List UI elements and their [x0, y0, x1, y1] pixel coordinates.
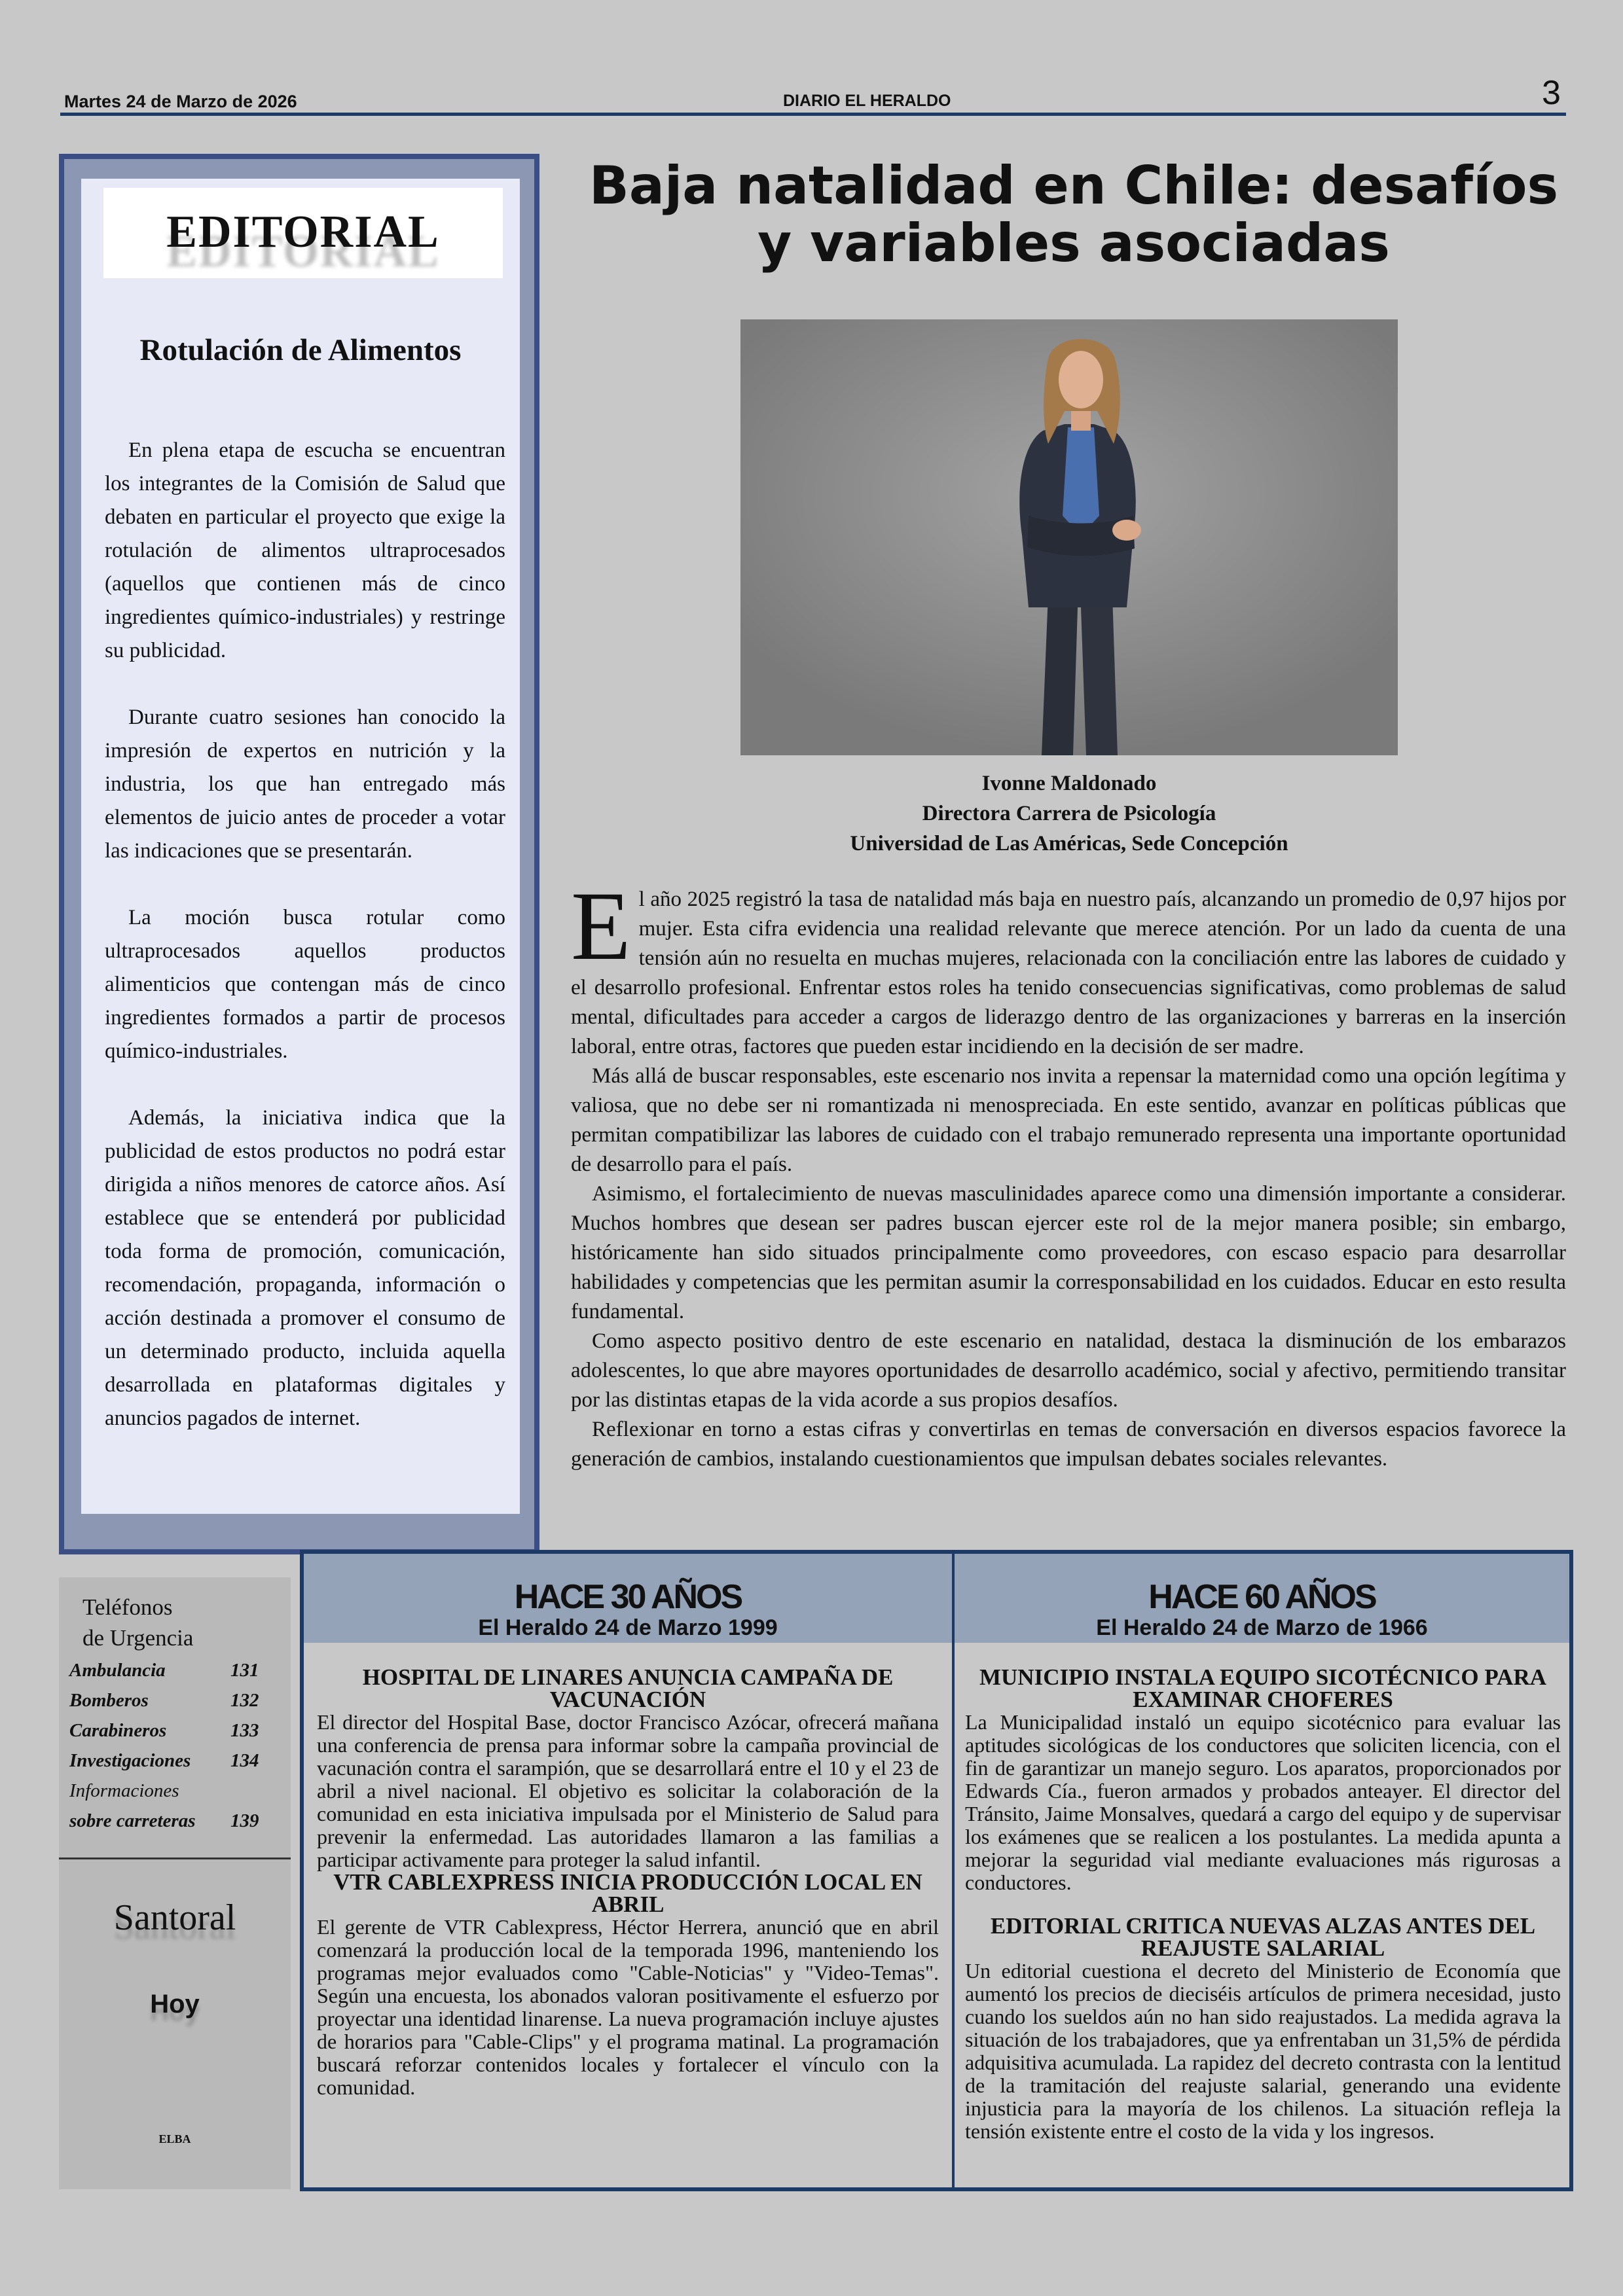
article-dropcap: E — [571, 872, 631, 980]
phone-row — [69, 1750, 285, 1780]
editorial-title: Rotulación de Alimentos — [139, 333, 462, 367]
phone-number: 132 — [230, 1690, 259, 1711]
headline-line-2: y variables asociadas — [757, 213, 1390, 274]
phone-name: Informaciones — [69, 1780, 179, 1801]
emergency-phones-title — [82, 1592, 193, 1653]
article-first-paragraph — [571, 872, 1566, 1062]
phone-name: Bomberos — [69, 1690, 149, 1711]
phone-name: Ambulancia — [69, 1660, 166, 1681]
history-stories — [317, 1666, 939, 2099]
article-paragraph: Como aspecto positivo dentro de este escenario en natalidad, destaca la disminución de los embarazos adolescentes, lo que abre mayores oportunidades de desarrollo académico, social y afectivo, permitiendo transitar por las distintas etapas de la vida acorde a sus propios desafíos. — [571, 1329, 1566, 1412]
article-headline — [563, 157, 1584, 272]
author-portrait-illustration — [740, 319, 1398, 755]
santoral-title: Santoral — [113, 1897, 236, 1938]
phone-row — [69, 1690, 285, 1720]
header-page-number: 3 — [1542, 74, 1561, 112]
history-heading: HACE 60 AÑOS — [1148, 1578, 1376, 1616]
editorial-paragraph: Además, la iniciativa indica que la publicidad de estos productos no podrá estar dirigida a niños menores de catorce años. Así establece que se entenderá por publicidad toda forma de promoción, comunicación, recomendación, propaganda, información o acción destinada a promover el consumo de un determinado producto, incluida aquella desarrollada en plataformas digitales y anuncios pagados de internet. — [105, 1106, 505, 1430]
phone-number: 131 — [230, 1660, 259, 1681]
editorial-paragraph: La moción busca rotular como ultraprocesados aquellos productos alimenticios que contengan más de cinco ingredientes formados a partir de procesos químico-industriales. — [105, 906, 505, 1063]
story-title: MUNICIPIO INSTALA EQUIPO SICOTÉCNICO PARA EXAMINAR CHOFERES — [979, 1664, 1547, 1712]
history-subheading: El Heraldo 24 de Marzo de 1966 — [1096, 1615, 1428, 1640]
story-title: VTR CABLEXPRESS INICIA PRODUCCIÓN LOCAL EN ABRIL — [333, 1869, 922, 1917]
header-date: Martes 24 de Marzo de 2026 — [64, 92, 297, 111]
emergency-phones-list — [69, 1660, 285, 1840]
phone-row — [69, 1780, 285, 1810]
phone-name: Investigaciones — [69, 1750, 191, 1771]
history-box — [300, 1550, 1573, 2191]
caption-role: Directora Carrera de Psicología — [922, 802, 1216, 825]
emergency-title-line-1: Teléfonos — [82, 1594, 173, 1620]
santoral-today-label: Hoy — [150, 1990, 200, 2018]
phone-name: sobre carreteras — [69, 1810, 196, 1831]
editorial-label-box — [103, 188, 503, 278]
emergency-title-line-2: de Urgencia — [82, 1625, 194, 1651]
story-title: HOSPITAL DE LINARES ANUNCIA CAMPAÑA DE VACUNACIÓN — [362, 1664, 894, 1712]
history-heading: HACE 30 AÑOS — [514, 1578, 742, 1616]
story-body: El gerente de VTR Cablexpress, Héctor Herrera, anunció que en abril comenzará la producción local de la temporada 1996, manteniendo los programas mejor evaluados como "Cable-Noticias" y "Video-Temas". Según una encuesta, los abonados valoran positivamente el esfuerzo por proyectar una identidad linarense. La nueva programación incluye ajustes de horarios para "Cable-Clips" y el programa matinal. La programación buscará reforzar contenidos locales y fortalecer el vínculo con la comunidad. — [317, 1915, 939, 2099]
phone-row — [69, 1660, 285, 1690]
history-stories — [965, 1666, 1561, 2143]
phone-row — [69, 1810, 285, 1840]
header-rule — [60, 113, 1566, 116]
sidebar-box — [59, 1577, 291, 2189]
story-body: Un editorial cuestiona el decreto del Ministerio de Economía que aumentó los precios de dieciséis artículos de primera necesidad, justo cuando los sueldos aún no han sido reajustados. La medida agrava la situación de los trabajadores, que ya enfrentaban un 31,5% de pérdida adquisitiva acumulada. La rapidez del decreto contrasta con la lentitud de la tramitación del reajuste salarial, generando una evidente injusticia para la mayoría de los chilenos. La situación refleja la tensión existente entre el costo de la vida y los ingresos. — [965, 1959, 1561, 2143]
story-gap — [965, 1894, 1561, 1915]
article-paragraph: Reflexionar en torno a estas cifras y convertirlas en temas de conversación en diversos espacios favorece la generación de cambios, instalando cuestionamientos que impulsan debates sociales relevantes. — [571, 1418, 1566, 1471]
headline-line-1: Baja natalidad en Chile: desafíos — [589, 155, 1559, 216]
caption-name: Ivonne Maldonado — [981, 772, 1157, 795]
history-subheading: El Heraldo 24 de Marzo 1999 — [478, 1615, 778, 1640]
history-column-30-years — [304, 1554, 952, 2187]
santoral-saint-name: ELBA — [158, 2132, 191, 2145]
header-newspaper-name: DIARIO EL HERALDO — [783, 92, 951, 110]
article-paragraph: Asimismo, el fortalecimiento de nuevas masculinidades aparece como una dimensión importante a considerar. Muchos hombres que desean ser padres buscan ejercer este rol de la mejor manera posible; sin embargo, históricamente han sido situados principalmente como proveedores, con escaso espacio para desarrollar habilidades y competencias que les permitan asumir la corresponsabilidad en los cuidados. Educar en esto resulta fundamental. — [571, 1182, 1566, 1323]
editorial-paragraph: Durante cuatro sesiones han conocido la impresión de expertos en nutrición y la industria, los que han entregado más elementos de juicio antes de proceder a votar las indicaciones que se presentarán. — [105, 706, 505, 863]
editorial-paragraph: En plena etapa de escucha se encuentran los integrantes de la Comisión de Salud que debaten en particular el proyecto que exige la rotulación de alimentos ultraprocesados (aquellos que contienen más de cinco ingredientes químico-industriales) y restringe su publicidad. — [105, 439, 505, 662]
editorial-inner — [81, 179, 520, 1514]
editorial-body — [105, 434, 505, 1469]
phone-number: 134 — [230, 1750, 259, 1771]
editorial-label: EDITORIAL — [166, 207, 440, 257]
article-first-paragraph-text: l año 2025 registró la tasa de natalidad más baja en nuestro país, alcanzando un promedio de 0,97 hijos por mujer. Esta cifra evidencia una realidad relevante que merece atención. Por un lado da cuenta de una tensión aún no resuelta en muchas mujeres, relacionada con la conciliación entre las labores de cuidado y el desarrollo profesional. Enfrentar estos roles ha tenido consecuencias significativas, como problemas de salud mental, dificultades para acceder a cargos de liderazgo dentro de las organizaciones y barreras en la inserción laboral, entre otras, factores que pueden estar incidiendo en la decisión de ser madre. — [571, 888, 1566, 1058]
phone-row — [69, 1720, 285, 1750]
sidebar-divider — [59, 1857, 291, 1859]
author-photo — [740, 319, 1398, 755]
article-body — [571, 872, 1566, 1474]
story-body: El director del Hospital Base, doctor Francisco Azócar, ofrecerá mañana una conferencia de prensa para informar sobre la campaña provincial de vacunación contra el sarampión, que se desarrollará entre el 10 y el 23 de abril a nivel nacional. El objetivo es solicitar la colaboración de la comunidad en esta iniciativa impulsada por el Ministerio de Salud para prevenir la enfermedad. Las autoridades llamaron a las familias a participar activamente para proteger la salud infantil. — [317, 1710, 939, 1871]
phone-number: 139 — [230, 1810, 259, 1831]
editorial-box — [59, 154, 539, 1554]
history-column-60-years — [955, 1554, 1569, 2187]
photo-caption — [740, 768, 1398, 859]
story-title: EDITORIAL CRITICA NUEVAS ALZAS ANTES DEL REAJUSTE SALARIAL — [990, 1913, 1536, 1961]
phone-number: 133 — [230, 1720, 259, 1741]
caption-organization: Universidad de Las Américas, Sede Concepción — [850, 832, 1288, 855]
story-body: La Municipalidad instaló un equipo sicotécnico para evaluar las aptitudes sicológicas de los conductores que soliciten licencia, con el fin de garantizar un manejo seguro. Los aparatos, proporcionados por Edwards Cía., fueron armados y probados anteayer. El director del Tránsito, Jaime Monsalves, quedará a cargo del equipo y de supervisar los exámenes que se realicen a los postulantes. La medida apunta a mejorar la seguridad vial mediante evaluaciones más rigurosas a conductores. — [965, 1710, 1561, 1894]
article-paragraph: Más allá de buscar responsables, este escenario nos invita a repensar la maternidad como una opción legítima y valiosa, que no debe ser ni romantizada ni menospreciada. En este sentido, avanzar en políticas públicas que permitan compatibilizar las labores de cuidado con el trabajo remunerado representa una importante oportunidad de desarrollo para el país. — [571, 1064, 1566, 1176]
phone-name: Carabineros — [69, 1720, 167, 1741]
